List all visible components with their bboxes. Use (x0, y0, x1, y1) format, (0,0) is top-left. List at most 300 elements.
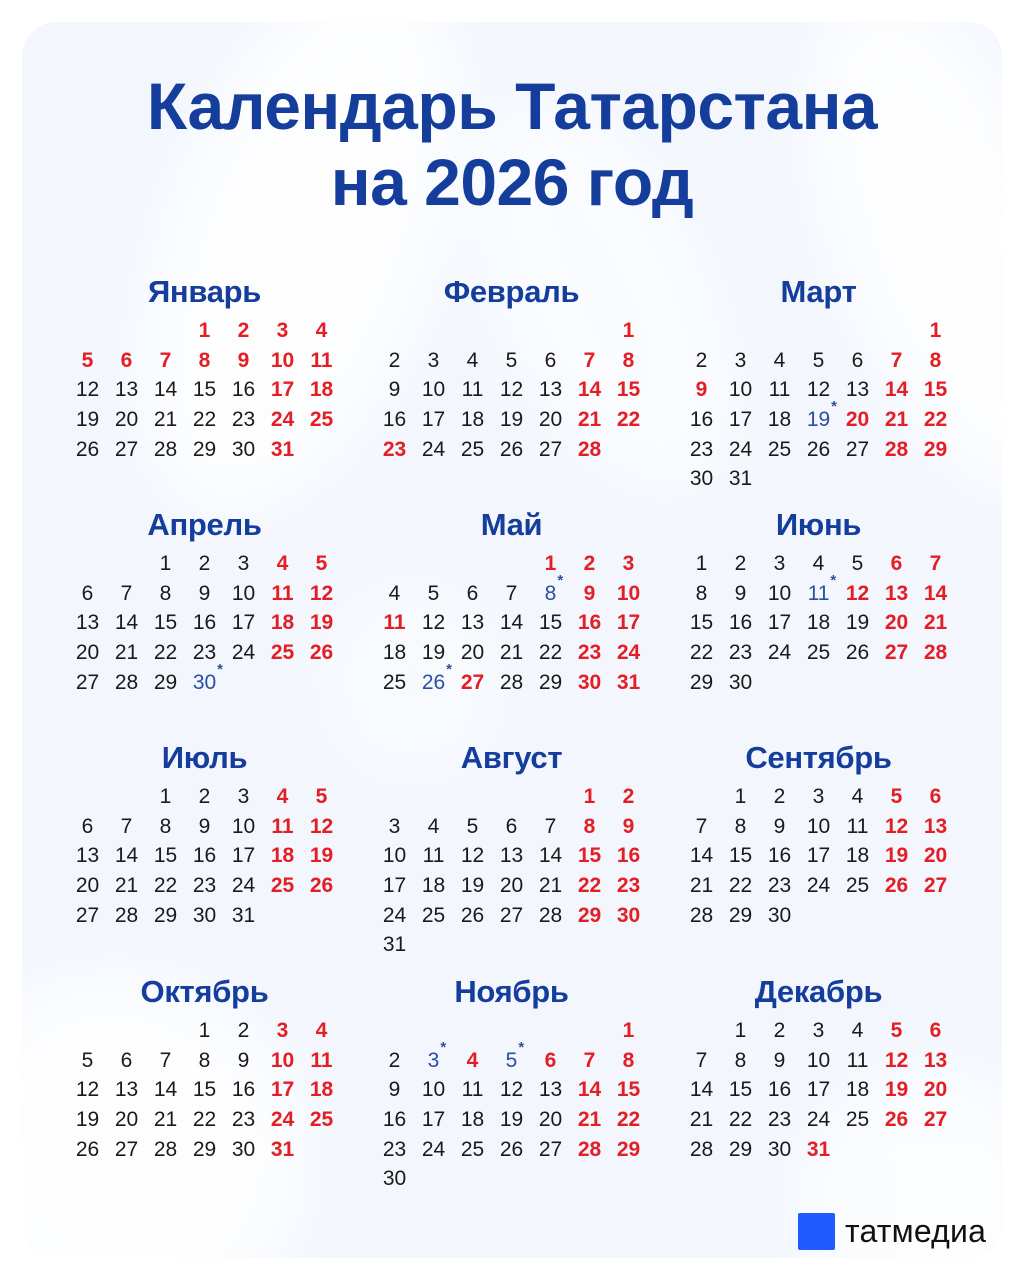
work-day: 1 (695, 552, 708, 575)
work-day: 9 (198, 814, 211, 838)
work-day: 2 (388, 1048, 401, 1072)
work-day: 17 (421, 408, 446, 432)
work-day: 20 (538, 1108, 563, 1132)
holiday-day: 21 (577, 408, 602, 432)
work-day: 13 (75, 844, 100, 868)
work-day: 9 (773, 1048, 786, 1072)
work-day: 29 (538, 670, 563, 694)
work-day: 6 (81, 814, 94, 838)
work-day: 9 (388, 1078, 401, 1102)
holiday-day: 24 (270, 1108, 295, 1132)
work-day: 12 (806, 378, 831, 402)
holiday-day: 22 (923, 408, 948, 432)
holiday-day: 19 (884, 1078, 909, 1102)
holiday-day: 8 (198, 348, 211, 372)
holiday-day: 6 (890, 552, 903, 575)
work-day: 20 (538, 408, 563, 432)
work-day: 16 (382, 408, 407, 432)
empty-cell (68, 1016, 107, 1046)
holiday-day: 11 (310, 348, 333, 372)
title-line-2: на 2026 год (330, 145, 694, 219)
holiday-day: 6 (929, 1019, 942, 1042)
holiday-day: 23 (616, 874, 641, 898)
work-day: 21 (538, 874, 563, 898)
work-day: 22 (153, 874, 178, 898)
work-day: 14 (538, 844, 563, 868)
empty-cell (531, 782, 570, 812)
holiday-day: 3 (276, 1019, 289, 1042)
work-day: 30 (767, 1137, 792, 1161)
work-day: 2 (388, 348, 401, 372)
holiday-day: 21 (884, 408, 909, 432)
work-day: 26 (460, 903, 485, 927)
work-day: 29 (153, 903, 178, 927)
work-day: 13 (538, 378, 563, 402)
work-day: 8 (159, 814, 172, 838)
work-day: 18 (421, 874, 446, 898)
work-day: 5 (505, 348, 518, 372)
work-day: 13 (845, 378, 870, 402)
work-day: 18 (845, 1078, 870, 1102)
asterisk-icon: * (518, 1038, 525, 1056)
holiday-day: 4 (315, 319, 328, 342)
holiday-day: 1 (583, 785, 596, 808)
shortened-day: 26 * (421, 660, 453, 694)
work-day: 5 (427, 581, 440, 605)
holiday-day: 26 (884, 874, 909, 898)
work-day: 29 (728, 903, 753, 927)
holiday-day: 28 (577, 437, 602, 461)
holiday-day: 5 (890, 1019, 903, 1042)
work-day: 7 (695, 814, 708, 838)
holiday-day: 27 (884, 641, 909, 665)
holiday-day: 11 (310, 1048, 333, 1072)
work-day: 30 (231, 1137, 256, 1161)
work-day: 26 (806, 437, 831, 461)
holiday-day: 5 (890, 785, 903, 808)
days-grid (68, 549, 341, 697)
work-day: 14 (689, 1078, 714, 1102)
work-day: 25 (767, 437, 792, 461)
work-day: 10 (421, 378, 446, 402)
days-grid (375, 316, 648, 464)
holiday-day: 4 (276, 785, 289, 808)
work-day: 2 (198, 552, 211, 575)
work-day: 23 (382, 1137, 407, 1161)
work-day: 3 (812, 1019, 825, 1042)
month-name: Февраль (443, 274, 580, 309)
holiday-day: 7 (929, 552, 942, 575)
month-name: Октябрь (140, 974, 269, 1009)
holiday-day: 22 (616, 408, 641, 432)
work-day: 1 (159, 552, 172, 575)
work-day: 17 (382, 874, 407, 898)
days-grid (682, 316, 955, 494)
work-day: 2 (237, 1019, 250, 1042)
empty-cell (570, 316, 609, 346)
holiday-day: 5 (81, 348, 94, 372)
holiday-day: 13 (884, 581, 909, 605)
days-grid (375, 782, 648, 960)
holiday-day: 15 (923, 378, 948, 402)
empty-cell (721, 316, 760, 346)
holiday-day: 29 (616, 1137, 641, 1161)
work-day: 24 (806, 874, 831, 898)
work-day: 24 (382, 903, 407, 927)
work-day: 24 (231, 874, 256, 898)
holiday-day: 20 (845, 408, 870, 432)
work-day: 14 (499, 611, 524, 635)
work-day: 19 (460, 874, 485, 898)
work-day: 5 (851, 552, 864, 575)
empty-cell (414, 316, 453, 346)
holiday-day: 28 (577, 1137, 602, 1161)
work-day: 16 (382, 1108, 407, 1132)
work-day: 3 (237, 552, 250, 575)
work-day: 17 (231, 611, 256, 635)
month-name: Март (780, 274, 857, 309)
work-day: 3 (388, 814, 401, 838)
holiday-day: 25 (270, 874, 295, 898)
holiday-day: 12 (845, 581, 870, 605)
work-day: 15 (728, 844, 753, 868)
shortened-day: 3 * (427, 1038, 447, 1072)
holiday-day: 14 (577, 378, 602, 402)
month-block (68, 740, 341, 930)
work-day: 4 (812, 552, 825, 575)
holiday-day: 2 (622, 785, 635, 808)
work-day: 11 (846, 814, 869, 838)
holiday-day: 8 (622, 1048, 635, 1072)
holiday-day: 14 (923, 581, 948, 605)
work-day: 18 (845, 844, 870, 868)
empty-cell (492, 316, 531, 346)
holiday-day: 12 (309, 581, 334, 605)
month-name: Ноябрь (454, 974, 569, 1009)
holiday-day: 20 (923, 1078, 948, 1102)
work-day: 23 (231, 1108, 256, 1132)
empty-cell (146, 316, 185, 346)
work-day: 14 (114, 844, 139, 868)
holiday-day: 14 (884, 378, 909, 402)
empty-cell (375, 549, 414, 579)
shortened-day: 30 * (192, 660, 224, 694)
work-day: 20 (75, 641, 100, 665)
holiday-day: 4 (466, 1048, 479, 1072)
empty-cell (414, 549, 453, 579)
holiday-day: 6 (544, 1048, 557, 1072)
holiday-day: 13 (923, 1048, 948, 1072)
holiday-day: 27 (923, 1108, 948, 1132)
work-day: 7 (159, 1048, 172, 1072)
work-day: 23 (192, 641, 217, 665)
work-day: 24 (231, 641, 256, 665)
work-day: 10 (382, 844, 407, 868)
work-day: 13 (460, 611, 485, 635)
empty-cell (838, 316, 877, 346)
work-day: 21 (499, 641, 524, 665)
work-day: 12 (499, 378, 524, 402)
work-day: 21 (114, 641, 139, 665)
work-day: 8 (198, 1048, 211, 1072)
work-day: 15 (728, 1078, 753, 1102)
holiday-day: 9 (583, 581, 596, 605)
work-day: 19 (421, 641, 446, 665)
work-day: 16 (192, 611, 217, 635)
holiday-day: 19 (309, 611, 334, 635)
work-day: 23 (689, 437, 714, 461)
logo-text: татмедиа (845, 1213, 987, 1249)
work-day: 13 (114, 378, 139, 402)
work-day: 25 (845, 874, 870, 898)
work-day: 13 (499, 844, 524, 868)
empty-cell (877, 316, 916, 346)
month-block (375, 274, 648, 464)
empty-cell (682, 1016, 721, 1046)
work-day: 21 (689, 1108, 714, 1132)
work-day: 23 (192, 874, 217, 898)
days-grid (375, 549, 648, 697)
work-day: 31 (382, 933, 407, 957)
work-day: 9 (237, 1048, 250, 1072)
work-day: 18 (460, 408, 485, 432)
holiday-day: 12 (884, 1048, 909, 1072)
work-day: 15 (192, 1078, 217, 1102)
work-day: 30 (382, 1167, 407, 1191)
month-name: Январь (147, 274, 262, 309)
work-day: 24 (767, 641, 792, 665)
holiday-day: 18 (270, 611, 295, 635)
holiday-day: 9 (237, 348, 250, 372)
work-day: 20 (460, 641, 485, 665)
holiday-day: 31 (806, 1137, 831, 1161)
work-day: 1 (734, 785, 747, 808)
holiday-day: 2 (583, 552, 596, 575)
holiday-day: 19 (309, 844, 334, 868)
work-day: 2 (695, 348, 708, 372)
work-day: 24 (728, 437, 753, 461)
work-day: 1 (734, 1019, 747, 1042)
empty-cell (492, 549, 531, 579)
asterisk-icon: * (440, 1038, 447, 1056)
asterisk-icon: * (830, 571, 837, 589)
work-day: 6 (544, 348, 557, 372)
work-day: 20 (499, 874, 524, 898)
work-day: 16 (767, 844, 792, 868)
work-day: 25 (382, 670, 407, 694)
work-day: 11 (768, 378, 791, 402)
holiday-day: 31 (270, 1137, 295, 1161)
work-day: 4 (851, 1019, 864, 1042)
empty-cell (375, 782, 414, 812)
month-block (682, 974, 955, 1164)
month-name: Июль (161, 740, 248, 775)
holiday-day: 26 (884, 1108, 909, 1132)
month-block (375, 740, 648, 960)
holiday-day: 11 (271, 814, 294, 838)
work-day: 20 (75, 874, 100, 898)
work-day: 24 (806, 1108, 831, 1132)
work-day: 21 (114, 874, 139, 898)
holiday-day: 24 (616, 641, 641, 665)
work-day: 23 (767, 874, 792, 898)
work-day: 17 (421, 1108, 446, 1132)
work-day: 14 (153, 1078, 178, 1102)
work-day: 10 (421, 1078, 446, 1102)
work-day: 19 (499, 408, 524, 432)
work-day: 16 (728, 611, 753, 635)
holiday-day: 9 (622, 814, 635, 838)
work-day: 20 (114, 408, 139, 432)
work-day: 27 (75, 903, 100, 927)
work-day: 28 (114, 670, 139, 694)
shortened-day: 11 * (807, 571, 837, 605)
holiday-day: 30 (616, 903, 641, 927)
holiday-day: 25 (309, 408, 334, 432)
work-day: 17 (806, 1078, 831, 1102)
work-day: 15 (538, 611, 563, 635)
work-day: 15 (689, 611, 714, 635)
holiday-day: 3 (622, 552, 635, 575)
work-day: 9 (388, 378, 401, 402)
empty-cell (799, 316, 838, 346)
work-day: 27 (538, 1137, 563, 1161)
work-day: 6 (120, 1048, 133, 1072)
work-day: 8 (734, 1048, 747, 1072)
work-day: 15 (153, 844, 178, 868)
work-day: 22 (728, 874, 753, 898)
work-day: 18 (806, 611, 831, 635)
month-name: Декабрь (754, 974, 883, 1009)
holiday-day: 8 (583, 814, 596, 838)
work-day: 12 (75, 1078, 100, 1102)
work-day: 1 (159, 785, 172, 808)
holiday-day: 1 (622, 1019, 635, 1042)
work-day: 7 (695, 1048, 708, 1072)
holiday-day: 3 (276, 319, 289, 342)
work-day: 28 (114, 903, 139, 927)
holiday-day: 25 (309, 1108, 334, 1132)
work-day: 19 (845, 611, 870, 635)
holiday-day: 1 (622, 319, 635, 342)
work-day: 26 (75, 437, 100, 461)
holiday-day: 29 (923, 437, 948, 461)
work-day: 3 (237, 785, 250, 808)
holiday-day: 5 (315, 552, 328, 575)
work-day: 7 (120, 814, 133, 838)
holiday-day: 9 (695, 378, 708, 402)
work-day: 25 (460, 437, 485, 461)
work-day: 28 (153, 1137, 178, 1161)
holiday-day: 24 (270, 408, 295, 432)
holiday-day: 29 (577, 903, 602, 927)
work-day: 5 (812, 348, 825, 372)
month-block (682, 507, 955, 697)
empty-cell (68, 549, 107, 579)
work-day: 5 (466, 814, 479, 838)
holiday-day: 17 (270, 378, 295, 402)
month-block (68, 507, 341, 697)
work-day: 15 (192, 378, 217, 402)
holiday-day: 12 (309, 814, 334, 838)
work-day: 10 (231, 814, 256, 838)
holiday-day: 15 (616, 1078, 641, 1102)
empty-cell (453, 782, 492, 812)
work-day: 10 (806, 1048, 831, 1072)
work-day: 13 (538, 1078, 563, 1102)
work-day: 27 (499, 903, 524, 927)
work-day: 30 (231, 437, 256, 461)
holiday-day: 30 (577, 670, 602, 694)
month-block (68, 274, 341, 464)
month-block (375, 507, 648, 697)
work-day: 24 (421, 437, 446, 461)
holiday-day: 16 (616, 844, 641, 868)
work-day: 3 (427, 348, 440, 372)
work-day: 30 (728, 670, 753, 694)
work-day: 27 (114, 437, 139, 461)
work-day: 12 (499, 1078, 524, 1102)
holiday-day: 26 (309, 874, 334, 898)
work-day: 5 (81, 1048, 94, 1072)
work-day: 7 (120, 581, 133, 605)
asterisk-icon: * (446, 660, 453, 678)
work-day: 31 (728, 467, 753, 491)
holiday-day: 17 (616, 611, 641, 635)
work-day: 4 (427, 814, 440, 838)
empty-cell (68, 782, 107, 812)
work-day: 27 (845, 437, 870, 461)
empty-cell (414, 782, 453, 812)
work-day: 29 (728, 1137, 753, 1161)
work-day: 7 (544, 814, 557, 838)
holiday-day: 23 (382, 437, 407, 461)
work-day: 27 (75, 670, 100, 694)
work-day: 7 (505, 581, 518, 605)
work-day: 2 (198, 785, 211, 808)
holiday-day: 26 (309, 641, 334, 665)
holiday-day: 2 (237, 319, 250, 342)
work-day: 22 (728, 1108, 753, 1132)
holiday-day: 7 (890, 348, 903, 372)
work-day: 29 (192, 437, 217, 461)
work-day: 20 (114, 1108, 139, 1132)
work-day: 11 (461, 378, 484, 402)
month-name: Май (480, 507, 543, 542)
work-day: 22 (192, 1108, 217, 1132)
empty-cell (570, 1016, 609, 1046)
month-name: Апрель (147, 507, 262, 542)
shortened-day: 5 * (505, 1038, 525, 1072)
holiday-day: 10 (270, 1048, 295, 1072)
work-day: 6 (505, 814, 518, 838)
empty-cell (375, 316, 414, 346)
month-block (68, 974, 341, 1164)
holiday-day: 17 (270, 1078, 295, 1102)
work-day: 25 (806, 641, 831, 665)
holiday-day: 22 (577, 874, 602, 898)
holiday-day: 18 (270, 844, 295, 868)
work-day: 29 (192, 1137, 217, 1161)
blue-square-icon (798, 1213, 835, 1250)
work-day: 18 (382, 641, 407, 665)
work-day: 26 (75, 1137, 100, 1161)
work-day: 19 (75, 1108, 100, 1132)
work-day: 3 (773, 552, 786, 575)
empty-cell (107, 316, 146, 346)
work-day: 29 (689, 670, 714, 694)
work-day: 23 (231, 408, 256, 432)
